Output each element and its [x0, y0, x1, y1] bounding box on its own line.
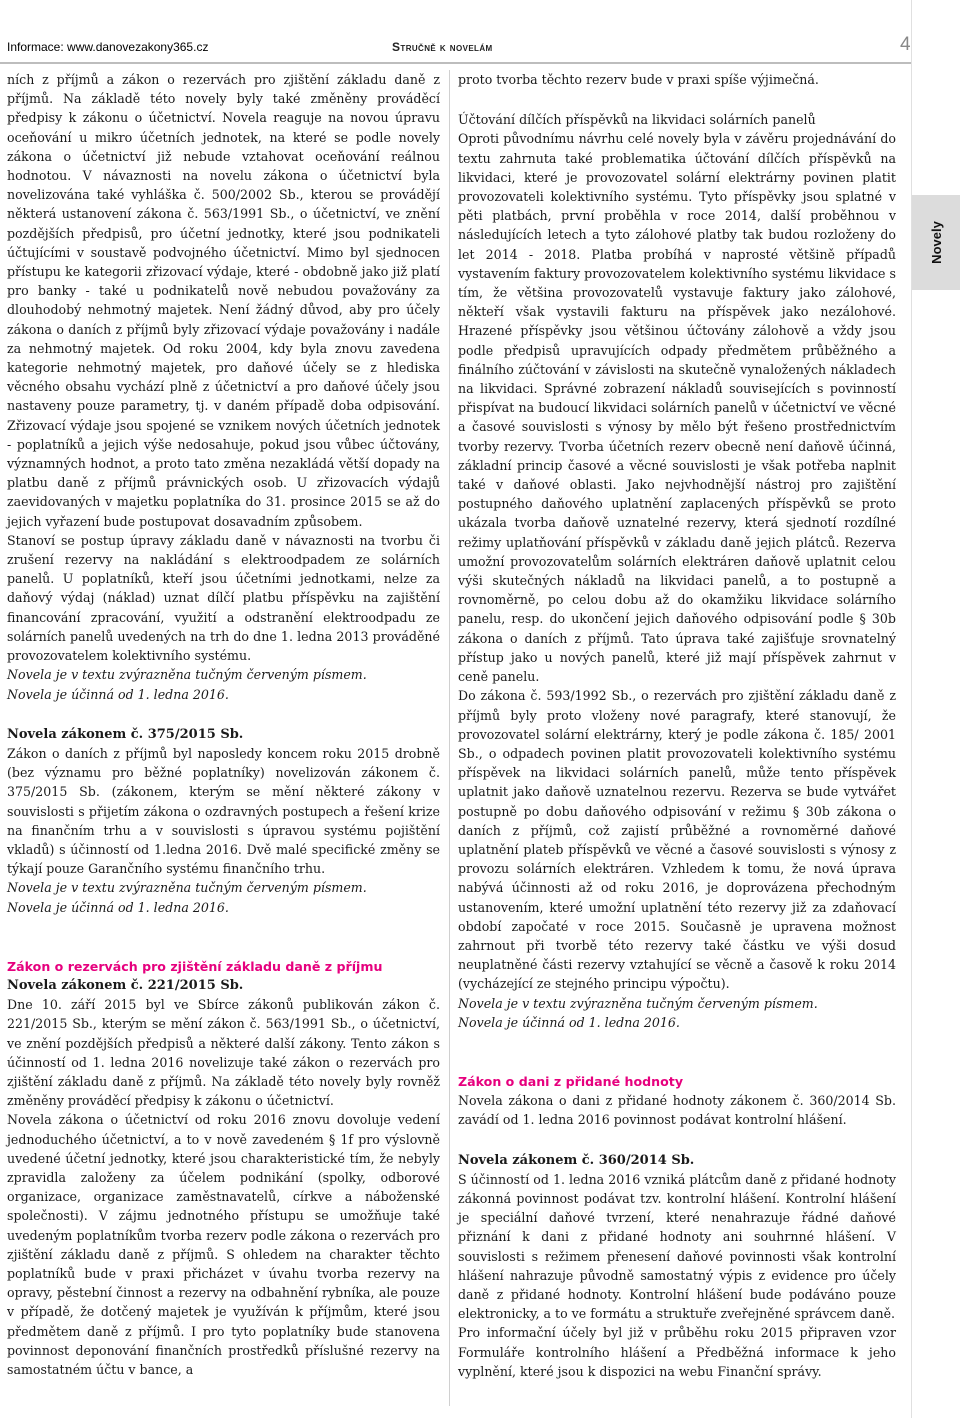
left-column	[7, 70, 440, 1379]
note-highlight: Novela je v textu zvýrazněna tučným červeným písmem.	[458, 995, 818, 1011]
law-title: Novela zákonem č. 375/2015 Sb.	[7, 726, 244, 742]
note-effective: Novela je účinná od 1. ledna 2016.	[7, 899, 229, 915]
paragraph: proto tvorba těchto rezerv bude v praxi spíše výjimečná.	[458, 72, 819, 87]
page-number: 4	[900, 34, 911, 55]
paragraph: Pro informační účely byl již v průběhu roku 2015 připraven vzor Formuláře kontrolního hlášení a Předběžná informace k jeho vyplnění, které jsou k dispozici na webu Finanční správy.	[458, 1325, 896, 1379]
column-divider	[449, 70, 450, 1406]
section-title: Zákon o dani z přidané hodnoty	[458, 1073, 684, 1089]
paragraph: Do zákona č. 593/1992 Sb., o rezervách pro zjištění základu daně z příjmů byly proto vloženy nové paragrafy, které stanovují, že provozovatel solární elektrárny, který je podle zákona č. 185/ 2001 Sb., o odpadech povinen platit provozovateli kolektivního systému příspěvek na likvidaci solárních panelů, může tento příspěvek uplatnit jako daňově uznatelnou rezervu. Rezerva se bude vytvářet postupně po dobu daňového odpisování v režimu § 30b zákona o daních z příjmů, což zajistí průběžné a rovnoměrné daňové uplatnění plateb příspěvků ve věcné a časové souvislosti s výnosy z provozu solárních elektráren. Vzhledem k tomu, že nová úprava nabývá účinnosti až od roku 2016, je doprovázena přechodným ustanovením, které umožní uplatnění této rezervy již za zdaňovací období započaté v roce 2015. Současně je upravena možnost zahrnout při tvorbě této rezervy také částku ve výši dosud neuplatněné části rezervy vztahující se věcně a časově k roku 2014 (vycházející ze stejného principu výpočtu).	[458, 688, 896, 992]
subsection-title: Účtování dílčích příspěvků na likvidaci solárních panelů	[458, 112, 816, 128]
right-column	[458, 70, 896, 1381]
law-title: Novela zákonem č. 360/2014 Sb.	[458, 1152, 695, 1168]
header-rule	[0, 62, 912, 64]
paragraph: S účinností od 1. ledna 2016 vzniká plátcům daně z přidané hodnoty zákonná povinnost podávat tzv. kontrolní hlášení. Kontrolní hlášení je speciální daňové tvrzení, které nenahrazuje řádné daňové přiznání k dani z přidané hodnoty ani souhrnné hlášení. V souvislosti s režimem přenesení daňové povinnosti však kontrolní hlášení nahrazuje původně samostatný výpis z evidence pro účely daně z přidané hodnoty. Kontrolní hlášení bude podáváno pouze elektronicky, a to ve formátu a struktuře zveřejněné správcem daně.	[458, 1171, 896, 1322]
side-tab-label: Novely	[928, 221, 944, 264]
note-highlight: Novela je v textu zvýrazněna tučným červeným písmem.	[7, 880, 367, 896]
note-highlight: Novela je v textu zvýrazněna tučným červeným písmem.	[7, 667, 367, 683]
paragraph: Zákon o daních z příjmů byl naposledy koncem roku 2015 drobně (bez významu pro běžné poplatníky) novelizován zákonem č. 375/2015 Sb. (zákonem, kterým se mění některé zákony v souvislosti s přijetím zákona o ozdravných postupech a řešení krize na finančním trhu a v souvislosti s úpravou systému pojištění vkladů) s účinností od 1.ledna 2016. Dvě malé specifické změny se týkají pouze Garančního systému finančního trhu.	[7, 745, 440, 877]
paragraph: Novela zákona o dani z přidané hodnoty zákonem č. 360/2014 Sb. zavádí od 1. ledna 2016 povinnost podávat kontrolní hlášení.	[458, 1093, 896, 1128]
paragraph: Dne 10. září 2015 byl ve Sbírce zákonů publikován zákon č. 221/2015 Sb., kterým se mění zákon č. 563/1991 Sb., o účetnictví, ve znění pozdějších předpisů a některé další zákony. Tento zákon s účinností od 1. ledna 2016 novelizuje také zákon o rezervách pro zjištění základu daně z příjmů. Na základě této novely byly rovněž změněny prováděcí předpisy k zákonu o účetnictví.	[7, 997, 440, 1109]
side-tab-novely	[912, 195, 960, 290]
section-title: Zákon o rezervách pro zjištění základu daně z příjmu	[7, 958, 383, 974]
paragraph: ních z příjmů a zákon o rezervách pro zjištění základu daně z příjmů. Na základě této novely byly také změněny prováděcí předpisy k zákonu o účetnictví. Novela reaguje na novou úpravu oceňování u mikro účetních jednotek, na které se podle novely zákona o účetnictví již nebude vztahovat oceňování reálnou hodnotou. V návaznosti na novelu zákona o účetnictví byla novelizována také vyhláška č. 500/2002 Sb., kterou se provádějí některá ustanovení zákona č. 563/1991 Sb., o účetnictví, ve znění pozdějších předpisů, pro účetní jednotky, které jsou podnikateli účtujícími v soustavě podvojného účetnictví. Mimo byl sjednocen přístupu ke kategorii zřizovací výdaje, které - obdobně jako již platí pro banky - také u podnikatelů nově nebudou považovány za dlouhodobý nehmotný majetek. Není žádný důvod, aby pro účely zákona o daních z příjmů byly zřizovací výdaje považovány i nadále za nehmotný majetek. Od roku 2004, kdy byla znovu zavedena kategorie nehmotný majetek, pro daňové účely se z hlediska věcného obsahu vychází plně z účetnictví a pro daňové účely jsou nastaveny pouze parametry, tj. v daném případě doba odpisování. Zřizovací výdaje jsou spojené se vznikem nových účetních jednotek - poplatníků a jejich výše nedosahuje, pokud jsou vůbec účtovány, významných hodnot, a proto tato změna nezakládá větší dopady na platbu daně z příjmů právnických osob. U zřizovacích výdajů zaevidovaných v majetku poplatníka do 31. prosince 2015 se až do jejich vyřazení bude postupovat dosavadním způsobem.	[7, 72, 440, 529]
note-effective: Novela je účinná od 1. ledna 2016.	[458, 1014, 680, 1030]
header-site-label[interactable]: Informace: www.danovezakony365.cz	[7, 40, 209, 54]
page-header	[0, 36, 960, 60]
law-title: Novela zákonem č. 221/2015 Sb.	[7, 977, 244, 993]
header-title: Stručně k novelám	[392, 40, 493, 54]
note-effective: Novela je účinná od 1. ledna 2016.	[7, 686, 229, 702]
paragraph: Stanoví se postup úpravy základu daně v návaznosti na tvorbu či zrušení rezervy na nakládání s elektroodpadem ze solárních panelů. U poplatníků, kteří jsou účetními jednotkami, nelze za daňový výdaj (náklad) uznat dílčí platbu příspěvku na zajištění financování zpracování, využití a odstranění elektroodpadu ze solárních panelů uvedených na trh do dne 1. ledna 2013 prováděné provozovatelem kolektivního systému.	[7, 532, 440, 664]
paragraph: Oproti původnímu návrhu celé novely byla v závěru projednávání do textu zahrnuta také problematika účtování dílčích příspěvků na likvidaci, které je provozovatel solární elektrárny povinen platit provozovateli kolektivního systému. Tyto příspěvky jsou splatné v pěti platbách, první proběhla v roce 2014, další proběhnou v následujících letech a tyto zálohové platby tak budou rozloženy do let 2014 - 2018. Platba probíhá v naprosté většině případů vystavením faktury provozovatelem kolektivního systému likvidace s tím, že většina provozovatelů vystavuje faktury jako zálohové, někteří však vystavili fakturu na příspěvek jako nezálohové. Hrazené příspěvky jsou většinou účtovány zálohově a vždy jsou podle předpisů upravujících odpady předmětem průběžného a finálního zúčtování v závislosti na skutečně vynaložených nákladech na likvidaci. Správné zobrazení nákladů souvisejících s povinností přispívat na budoucí likvidaci solárních panelů v účetnictví ve věcné a časové souvislosti s výnosy by mělo být řešeno prostřednictvím tvorby rezervy. Tvorba účetních rezerv obecně není daňově účinná, základní princip časové a věcné souvislosti je však potřeba naplnit také v daňové oblasti. Jako nejvhodnější nástroj pro zajištění postupného daňového uplatnění zaplacených příspěvků se proto ukázala tvorba daňově uznatelné rezervy, která sjednotí rozdílné režimy uplatňování příspěvků v základu daně jejich plátců. Rezerva umožní provozovatelům solárních elektráren daňově uplatnit celou výši skutečných nákladů na likvidaci panelů, a to postupně a rovnoměrně, po celou dobu až do okamžiku likvidace solárního panelu, resp. do ukončení jejich daňového odpisování podle § 30b zákona o daních z příjmů. Tato úprava také zajišťuje srovnatelný přístup jako u nových panelů, které již mají příspěvek zahrnut v ceně panelu.	[458, 131, 896, 685]
paragraph: Novela zákona o účetnictví od roku 2016 znovu dovoluje vedení jednoduchého účetnictví, a to v nově zavedeném § 1f pro výslovně uvedené účetní jednotky, které jsou charakteristické tím, že nebyly zpravidla založeny za účelem podnikání (spolky, odborové organizace, organizace zaměstnavatelů, církve a náboženské společnosti). V zájmu jednotného přístupu se umožňuje také uvedeným poplatníkům tvorba rezerv podle zákona o rezervách pro zjištění základu daně z příjmů. S ohledem na charakter těchto poplatníků bude v praxi přicházet v úvahu tvorba rezervy na opravy, pěstební činnost a rezervy na odbahnění rybníka, ale pouze v případě, že dotčený majetek je využíván k příjmům, které jsou předmětem daně z příjmů. I pro tyto poplatníky bude stanovena povinnost deponování finančních prostředků příslušné rezervy na samostatném účtu v bance, a	[7, 1112, 440, 1377]
